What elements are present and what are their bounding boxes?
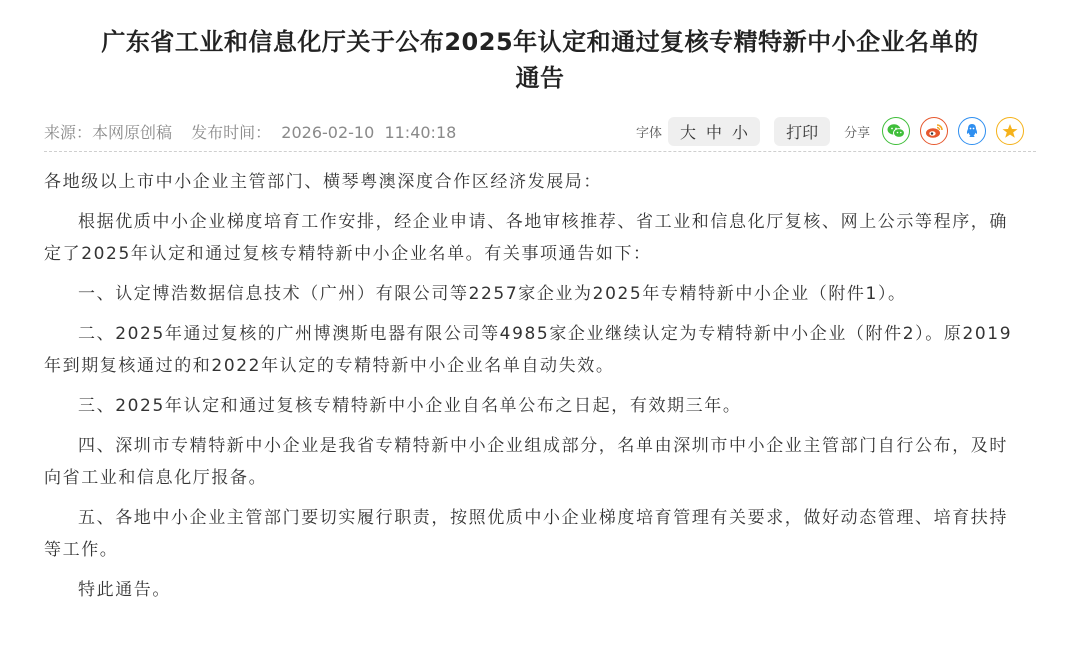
- article-toolbar: [636, 116, 1024, 146]
- closing-line: 特此通告。: [78, 580, 171, 600]
- font-size-label: 字体: [636, 125, 663, 141]
- paragraph-item-3: 三、2025年认定和通过复核专精特新中小企业自名单公布之日起，有效期三年。: [78, 396, 742, 416]
- source-label: 来源：本网原创稿: [44, 123, 173, 142]
- wechat-icon: [887, 123, 905, 139]
- paragraph-intro: 根据优质中小企业梯度培育工作安排，经企业申请、各地审核推荐、省工业和信息化厅复核、网上公示等程序，确定了2025年认定和通过复核专精特新中小企业名单。有关事项通告如下：: [44, 212, 1008, 264]
- publish-time: 发布时间： 2026-02-10 11:40:18: [191, 123, 457, 142]
- font-medium-button[interactable]: 中: [706, 122, 723, 142]
- article-body: [44, 166, 1024, 606]
- paragraph-item-1: 一、认定博浩数据信息技术（广州）有限公司等2257家企业为2025年专精特新中小企业（附件1）。: [78, 284, 907, 304]
- article-meta: [44, 120, 470, 143]
- paragraph-item-5: 五、各地中小企业主管部门要切实履行职责，按照优质中小企业梯度培育管理有关要求，做好动态管理、培育扶持等工作。: [44, 508, 1008, 560]
- article-title-line-2: 通告: [515, 64, 565, 92]
- print-label: 打印: [786, 122, 819, 142]
- qq-share-button[interactable]: [958, 117, 986, 145]
- weibo-share-button[interactable]: [920, 117, 948, 145]
- article-title: [40, 24, 1040, 96]
- weibo-icon: [925, 123, 943, 139]
- article-title-line-1: 广东省工业和信息化厅关于公布2025年认定和通过复核专精特新中小企业名单的: [101, 28, 979, 56]
- print-button[interactable]: [774, 117, 830, 146]
- share-label: 分享: [844, 125, 871, 141]
- font-small-button[interactable]: 小: [732, 122, 749, 142]
- meta-divider: [44, 151, 1036, 152]
- paragraph-item-2: 二、2025年通过复核的广州博澳斯电器有限公司等4985家企业继续认定为专精特新中小企业（附件2）。原2019年到期复核通过的和2022年认定的专精特新中小企业名单自动失效。: [44, 324, 1013, 376]
- salutation: 各地级以上市中小企业主管部门、横琴粤澳深度合作区经济发展局：: [44, 172, 602, 192]
- font-large-button[interactable]: 大: [680, 122, 697, 142]
- qzone-share-button[interactable]: [996, 117, 1024, 145]
- article-meta-bar: [44, 116, 1036, 146]
- font-size-switcher: [668, 117, 760, 146]
- paragraph-item-4: 四、深圳市专精特新中小企业是我省专精特新中小企业组成部分，名单由深圳市中小企业主管部门自行公布，及时向省工业和信息化厅报备。: [44, 436, 1008, 488]
- qq-icon: [964, 123, 980, 139]
- qzone-icon: [1002, 123, 1018, 139]
- wechat-share-button[interactable]: [882, 117, 910, 145]
